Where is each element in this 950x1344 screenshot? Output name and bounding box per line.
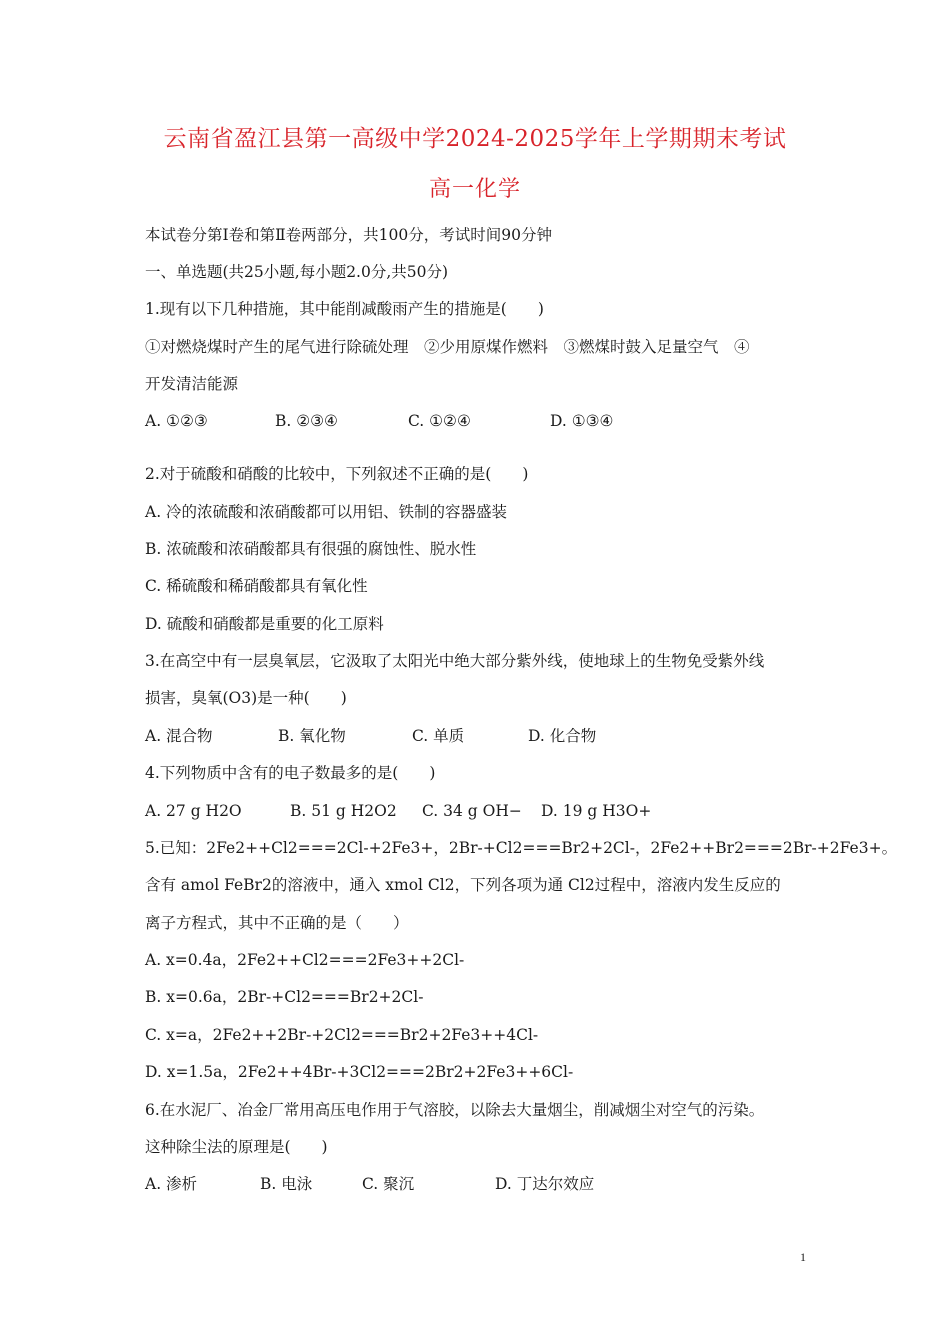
exam-title: 云南省盈江县第一高级中学2024-2025学年上学期期末考试 [163,126,787,152]
question-1-option-d: D. ①③④ [550,412,614,430]
page-number: 1 [800,1250,806,1264]
exam-intro: 本试卷分第Ⅰ卷和第Ⅱ卷两部分，共100分，考试时间90分钟 [145,226,552,244]
question-3-option-d: D. 化合物 [528,727,597,745]
question-4-option-d: D. 19 g H3O+ [541,802,652,820]
question-3-line2: 损害，臭氧(O3)是一种( ) [145,689,347,707]
question-5-option-c: C. x=a，2Fe2++2Br-+2Cl2===Br2+2Fe3++4Cl- [145,1026,539,1044]
question-1-option-c: C. ①②④ [408,412,471,430]
question-2-option-c: C. 稀硫酸和稀硝酸都具有氧化性 [145,577,368,595]
question-3-option-b: B. 氧化物 [278,727,346,745]
question-6-line2: 这种除尘法的原理是( ) [145,1138,328,1156]
question-2-option-b: B. 浓硫酸和浓硝酸都具有很强的腐蚀性、脱水性 [145,540,477,558]
question-2-stem: 2.对于硫酸和硝酸的比较中，下列叙述不正确的是( ) [145,465,529,483]
question-3-option-a: A. 混合物 [145,727,213,745]
question-1-line2: ①对燃烧煤时产生的尾气进行除硫处理 ②少用原煤作燃料 ③燃煤时鼓入足量空气 ④ [145,338,750,356]
question-1-stem: 1.现有以下几种措施，其中能削减酸雨产生的措施是( ) [145,300,544,318]
question-5-stem: 5.已知：2Fe2++Cl2===2Cl-+2Fe3+，2Br-+Cl2===Br2+2Cl-，2Fe2++Br2===2Br-+2Fe3+。 [145,839,898,857]
question-5-option-d: D. x=1.5a，2Fe2++4Br-+3Cl2===2Br2+2Fe3++6Cl- [145,1063,574,1081]
question-1-option-b: B. ②③④ [275,412,338,430]
question-1-option-a: A. ①②③ [145,412,208,430]
question-6-stem: 6.在水泥厂、冶金厂常用高压电作用于气溶胶，以除去大量烟尘，削减烟尘对空气的污染。 [145,1101,765,1119]
question-6-option-a: A. 渗析 [145,1175,198,1193]
question-4-option-c: C. 34 g OH− [422,802,522,820]
question-6-option-d: D. 丁达尔效应 [495,1175,595,1193]
question-1-line3: 开发清洁能源 [145,375,239,393]
question-4-option-a: A. 27 g H2O [145,802,242,820]
question-6-option-c: C. 聚沉 [362,1175,415,1193]
question-2-option-a: A. 冷的浓硫酸和浓硝酸都可以用铝、铁制的容器盛装 [145,503,508,521]
question-5-line3: 离子方程式，其中不正确的是（ ） [145,914,409,932]
question-5-line2: 含有 amol FeBr2的溶液中，通入 xmol Cl2，下列各项为通 Cl2过程中，溶液内发生反应的 [145,876,781,894]
question-4-stem: 4.下列物质中含有的电子数最多的是( ) [145,764,436,782]
question-2-option-d: D. 硫酸和硝酸都是重要的化工原料 [145,615,384,633]
question-5-option-b: B. x=0.6a，2Br-+Cl2===Br2+2Cl- [145,988,424,1006]
question-3-stem: 3.在高空中有一层臭氧层，它汲取了太阳光中绝大部分紫外线，使地球上的生物免受紫外线 [145,652,765,670]
section-heading: 一、单选题(共25小题,每小题2.0分,共50分) [145,263,449,281]
question-5-option-a: A. x=0.4a，2Fe2++Cl2===2Fe3++2Cl- [145,951,465,969]
question-6-option-b: B. 电泳 [260,1175,313,1193]
exam-subtitle: 高一化学 [428,177,521,202]
question-4-option-b: B. 51 g H2O2 [290,802,397,820]
question-3-option-c: C. 单质 [412,727,465,745]
